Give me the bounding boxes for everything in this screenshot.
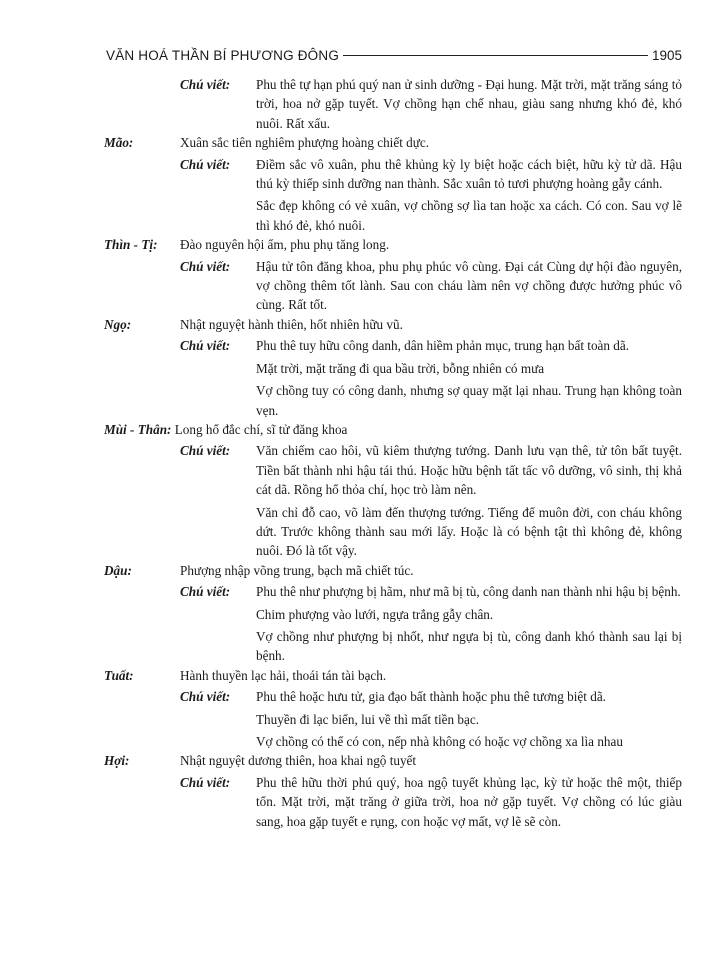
commentary-paragraph: Phu thê tuy hữu công danh, dân hiềm phản mục, trung hạn bất toàn dã. bbox=[256, 338, 630, 354]
entry-heading bbox=[104, 133, 682, 152]
commentary-paragraph: Phu thê hữu thời phú quý, hoa ngộ tuyết khủng lạc, kỳ tử hoặc thê một, thiếp tổn. Mặt trời, mặt trăng ở giữa trời, hoa nở gặp tuyết. Vợ chồng có lúc giàu sang, hoa gặp tuyết e rụng, con hoặc vợ mất, vợ lẽ sẽ còn. bbox=[256, 774, 682, 829]
commentary-block bbox=[104, 582, 682, 666]
commentary-paragraph: Thuyền đi lạc biển, lui về thì mất tiền bạc. bbox=[256, 711, 480, 727]
entry-heading bbox=[104, 235, 682, 254]
page-body bbox=[104, 73, 682, 831]
commentary-paragraph: Vợ chồng tuy có công danh, nhưng sợ quay mặt lại nhau. Trung hạn không toàn vẹn. bbox=[256, 383, 682, 418]
commentary-paragraph: Vợ chồng như phượng bị nhốt, như ngựa bị tù, công danh khó thành sau lại bị bệnh. bbox=[256, 628, 682, 664]
commentary-block bbox=[104, 75, 682, 133]
entry-heading bbox=[104, 420, 682, 439]
entry-key: Mùi - Thân: bbox=[104, 421, 172, 437]
entry-key: Hợi: bbox=[104, 753, 130, 769]
entry-heading bbox=[104, 315, 682, 334]
entry-key: Thìn - Tị: bbox=[104, 237, 158, 253]
commentary-label: Chú viết: bbox=[180, 774, 231, 790]
entry-text: Xuân sắc tiên nghiêm phượng hoàng chiết dực. bbox=[180, 135, 430, 151]
entry-key: Dậu: bbox=[104, 562, 132, 578]
commentary-block bbox=[104, 155, 682, 236]
commentary-paragraph: Điềm sắc vô xuân, phu thê khủng kỳ ly biệt hoặc cách biệt, hữu kỳ tử dã. Hậu thú kỳ thiếp sinh dưỡng nan thành. Sắc xuân tỏ tươi phượng hoàng gẫy cánh. bbox=[256, 156, 682, 192]
entry-heading bbox=[104, 561, 682, 580]
entry-text: Long hổ đắc chí, sĩ tử đăng khoa bbox=[174, 421, 348, 437]
commentary-block bbox=[104, 687, 682, 751]
entry-key: Ngọ: bbox=[104, 316, 132, 332]
commentary-block bbox=[104, 773, 682, 831]
commentary-block bbox=[104, 441, 682, 560]
entry-text: Phượng nhập võng trung, bạch mã chiết túc. bbox=[180, 562, 414, 578]
running-header bbox=[106, 45, 682, 65]
commentary-paragraph: Sắc đẹp không có vẻ xuân, vợ chồng sợ lìa tan hoặc xa cách. Có con. Sau vợ lẽ thì khó đẻ, khó nuôi. bbox=[256, 198, 682, 233]
commentary-label: Chú viết: bbox=[180, 338, 231, 354]
commentary-paragraph: Chim phượng vào lưới, ngựa trắng gẫy chân. bbox=[256, 606, 494, 622]
commentary-label: Chú viết: bbox=[180, 689, 231, 705]
entry-text: Đào nguyên hội ẩm, phu phụ tăng long. bbox=[180, 237, 390, 253]
entry-text: Nhật nguyệt hành thiên, hốt nhiên hữu vũ. bbox=[180, 316, 403, 332]
entry-key: Tuất: bbox=[104, 667, 134, 683]
entry-text: Nhật nguyệt dương thiên, hoa khai ngộ tuyết bbox=[180, 753, 417, 769]
entry-text: Hành thuyền lạc hải, thoái tán tài bạch. bbox=[180, 667, 387, 683]
entry-heading bbox=[104, 751, 682, 770]
commentary-paragraph: Phu thê như phượng bị hãm, như mã bị tù, công danh nan thành nhi hậu bị bệnh. bbox=[256, 584, 681, 600]
commentary-label: Chú viết: bbox=[180, 258, 231, 274]
book-title: VĂN HOÁ THẦN BÍ PHƯƠNG ĐÔNG bbox=[106, 47, 340, 63]
entry-heading bbox=[104, 666, 682, 685]
commentary-label: Chú viết: bbox=[180, 77, 231, 92]
header-rule bbox=[343, 55, 648, 56]
commentary-paragraph: Hậu tử tôn đăng khoa, phu phụ phúc vô cùng. Đại cát Cùng dự hội đào nguyên, vợ chồng thêm tốt lành. Sau con cháu làm nên vợ chồng được hưởng phúc vô cùng. Rất tốt. bbox=[256, 258, 682, 313]
commentary-label: Chú viết: bbox=[180, 156, 231, 172]
entry-key: Mão: bbox=[104, 135, 134, 151]
commentary-paragraph: Phu thê tự hạn phú quý nan ử sinh dưỡng - Đại hung. Mặt trời, mặt trăng sáng tỏ trời, hoa nở gặp tuyết. Vợ chồng hạn chế nhau, giàu sang nhưng khó đẻ, khó nuôi. Rất xấu. bbox=[256, 77, 682, 131]
commentary-block bbox=[104, 336, 682, 420]
commentary-paragraph: Phu thê hoặc hưu tử, gia đạo bất thành hoặc phu thê tương biệt dã. bbox=[256, 689, 606, 705]
commentary-paragraph: Vợ chồng có thể có con, nếp nhà không có hoặc vợ chồng xa lìa nhau bbox=[256, 734, 623, 749]
commentary-block bbox=[104, 257, 682, 315]
commentary-label: Chú viết: bbox=[180, 443, 231, 459]
commentary-paragraph: Văn chỉ đỗ cao, võ làm đến thượng tướng. Tiếng để muôn đời, con cháu không dứt. Trước không thành sau mới lấy. Hoặc là có bệnh tật thì không đẻ, không nuôi. Đó là tốt vậy. bbox=[256, 504, 682, 559]
commentary-label: Chú viết: bbox=[180, 584, 231, 600]
page-number: 1905 bbox=[651, 47, 682, 63]
commentary-paragraph: Văn chiếm cao hôi, vũ kiêm thượng tướng. Danh lưu vạn thê, tử tôn bất tuyệt. Tiền bất thành nhi hậu tái thú. Hoặc hữu bệnh tất tấc vô dưỡng, vô sinh, thị khả cát dã. Rồng hổ thỏa chí, học trò làm nên. bbox=[256, 443, 682, 498]
commentary-paragraph: Mặt trời, mặt trăng đi qua bầu trời, bỗng nhiên có mưa bbox=[256, 360, 545, 376]
